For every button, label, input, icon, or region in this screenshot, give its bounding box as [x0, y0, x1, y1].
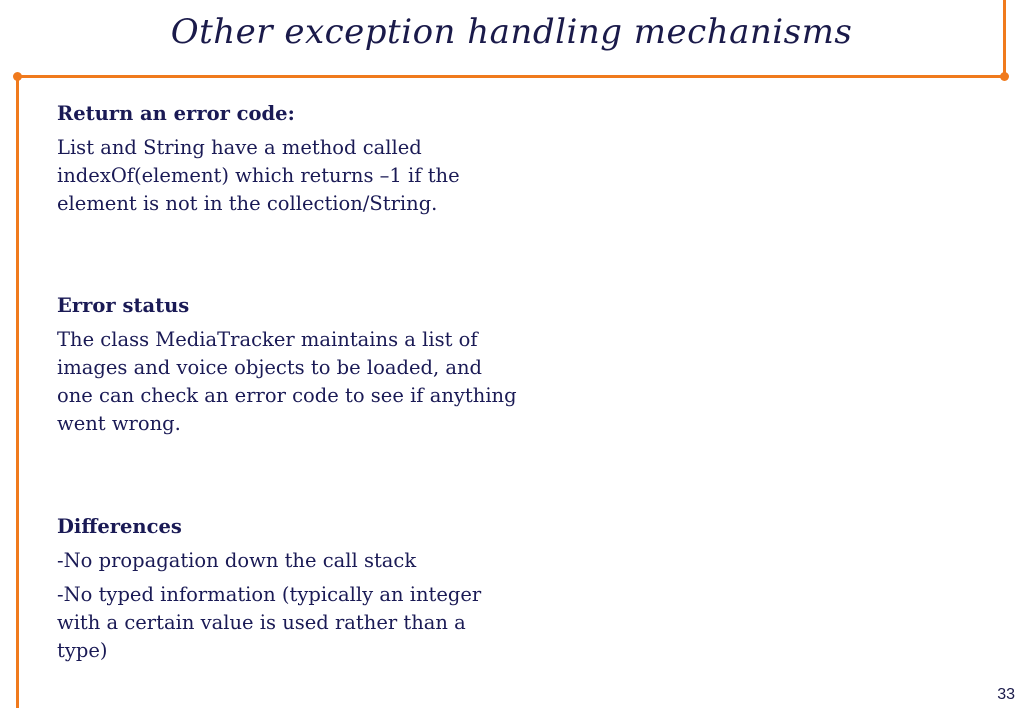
- corner-dot-right: [1000, 72, 1009, 81]
- section-heading: Error status: [57, 294, 190, 317]
- section-heading: Differences: [57, 515, 182, 538]
- section-paragraph: -No typed information (typically an integer with a certain value is used rather than a type): [57, 583, 482, 662]
- title-underline: [16, 75, 1006, 78]
- section-differences: [57, 513, 517, 671]
- section-paragraph: The class MediaTracker maintains a list of images and voice objects to be loaded, and one can check an error code to see if anything went wrong.: [57, 328, 517, 435]
- corner-dot-left: [13, 72, 22, 81]
- left-border-line: [16, 75, 19, 708]
- section-paragraph: List and String have a method called indexOf(element) which returns –1 if the element is not in the collection/String.: [57, 136, 460, 215]
- section-return-error-code: [57, 100, 517, 224]
- section-error-status: [57, 292, 517, 444]
- slide-title: Other exception handling mechanisms: [170, 12, 853, 52]
- page-number: 33: [997, 686, 1015, 703]
- section-heading: Return an error code:: [57, 102, 295, 125]
- section-paragraph: -No propagation down the call stack: [57, 549, 417, 572]
- right-border-line: [1003, 0, 1006, 78]
